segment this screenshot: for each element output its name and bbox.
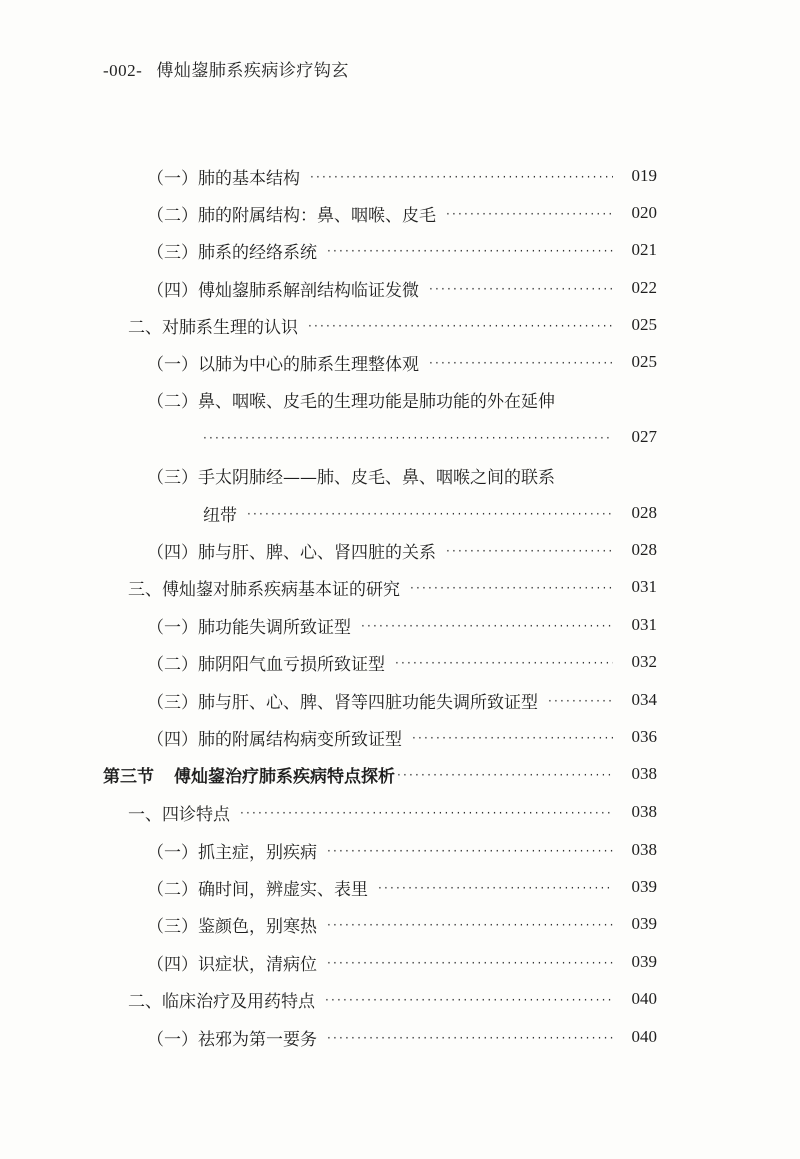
dot-leader: [325, 993, 613, 1007]
toc-entry[interactable]: [147, 722, 657, 752]
toc-entry[interactable]: [128, 572, 657, 602]
toc-entry[interactable]: [147, 647, 657, 677]
toc-entry-title: （三）肺系的经络系统: [147, 242, 317, 263]
toc-entry-page: 040: [631, 989, 657, 1008]
toc-entry-page: 038: [631, 840, 657, 859]
toc-entry[interactable]: [147, 198, 657, 228]
toc-entry-title: 三、傅灿鋆对肺系疾病基本证的研究: [128, 579, 400, 600]
toc-entry-title: （一）抓主症，别疾病: [147, 842, 317, 863]
toc-entry-page: 027: [631, 427, 657, 446]
toc-entry-title: （二）鼻、咽喉、皮毛的生理功能是肺功能的外在延伸: [147, 391, 555, 412]
toc-entry-page: 028: [631, 540, 657, 559]
book-title: 傅灿鋆肺系疾病诊疗钩玄: [156, 61, 349, 81]
toc-entry-title: （三）鉴颜色，别寒热: [147, 916, 317, 937]
toc-entry-page: 039: [631, 914, 657, 933]
toc-entry-title: 一、四诊特点: [128, 804, 230, 825]
toc-entry-page: 040: [631, 1027, 657, 1046]
dot-leader: [240, 806, 613, 820]
dot-leader: [310, 170, 613, 184]
toc-entry-page: 032: [631, 652, 657, 671]
dot-leader: [361, 619, 613, 633]
toc-entry[interactable]: [147, 161, 657, 191]
dot-leader: [412, 731, 613, 745]
toc-entry-page: 038: [631, 764, 657, 783]
toc-entry-title: 纽带: [203, 505, 237, 526]
toc-entry-title: （四）肺的附属结构病变所致证型: [147, 729, 402, 750]
dot-leader: [327, 956, 613, 970]
dot-leader: [429, 356, 613, 370]
toc-entry-title: （四）傅灿鋆肺系解剖结构临证发微: [147, 280, 419, 301]
toc-entry-title: （一）肺的基本结构: [147, 168, 300, 189]
toc-entry-page: 020: [631, 203, 657, 222]
dot-leader: [327, 844, 613, 858]
toc-entry[interactable]: [147, 347, 657, 377]
toc-entry-page: 031: [631, 577, 657, 596]
dot-leader: [429, 282, 613, 296]
toc-section-entry[interactable]: [103, 759, 657, 789]
toc-entry[interactable]: [128, 310, 657, 340]
toc-entry-title: 二、对肺系生理的认识: [128, 317, 298, 338]
toc-entry[interactable]: [147, 535, 657, 565]
toc-entry-page: 038: [631, 802, 657, 821]
toc-entry[interactable]: [147, 685, 657, 715]
toc-entry[interactable]: [147, 835, 657, 865]
toc-entry[interactable]: [147, 947, 657, 977]
dot-leader: [203, 431, 613, 445]
toc-entry-title: （二）肺阴阳气血亏损所致证型: [147, 654, 385, 675]
toc-entry[interactable]: [128, 984, 657, 1014]
toc-entry-continuation[interactable]: [203, 422, 657, 452]
toc-entry-page: 022: [631, 278, 657, 297]
toc-entry[interactable]: [147, 235, 657, 265]
toc-entry[interactable]: [147, 384, 657, 414]
dot-leader: [397, 768, 613, 782]
toc-entry[interactable]: [147, 872, 657, 902]
dot-leader: [308, 319, 613, 333]
toc-entry[interactable]: [147, 273, 657, 303]
toc-entry-title: 二、临床治疗及用药特点: [128, 991, 315, 1012]
toc-entry-page: 019: [631, 166, 657, 185]
toc-entry-title: （一）肺功能失调所致证型: [147, 617, 351, 638]
toc-entry[interactable]: [147, 460, 657, 490]
dot-leader: [378, 881, 613, 895]
toc-entry-title: 傅灿鋆治疗肺系疾病特点探析: [174, 766, 395, 787]
section-number: 第三节: [103, 766, 154, 787]
dot-leader: [247, 507, 613, 521]
toc-entry-page: 025: [631, 352, 657, 371]
dot-leader: [395, 656, 613, 670]
dot-leader: [327, 918, 613, 932]
toc-entry-page: 031: [631, 615, 657, 634]
toc-entry-title: （四）肺与肝、脾、心、肾四脏的关系: [147, 542, 436, 563]
toc-entry[interactable]: [147, 610, 657, 640]
toc-entry-page: 039: [631, 952, 657, 971]
dot-leader: [446, 207, 613, 221]
dot-leader: [446, 544, 613, 558]
toc-entry-page: 021: [631, 240, 657, 259]
toc-entry-title: （二）确时间，辨虚实、表里: [147, 879, 368, 900]
toc-entry-title: （一）以肺为中心的肺系生理整体观: [147, 354, 419, 375]
toc-entry-page: 039: [631, 877, 657, 896]
toc-entry[interactable]: [147, 909, 657, 939]
toc-entry-title: （二）肺的附属结构：鼻、咽喉、皮毛: [147, 205, 436, 226]
toc-entry[interactable]: [128, 797, 657, 827]
toc-entry-page: 034: [631, 690, 657, 709]
toc-entry-page: 028: [631, 503, 657, 522]
dot-leader: [327, 244, 613, 258]
toc-entry-page: 036: [631, 727, 657, 746]
toc-entry-title: （三）手太阴肺经——肺、皮毛、鼻、咽喉之间的联系: [147, 467, 555, 488]
toc-entry-title: （三）肺与肝、心、脾、肾等四脏功能失调所致证型: [147, 692, 538, 713]
toc-entry[interactable]: [147, 1022, 657, 1052]
toc-entry-page: 025: [631, 315, 657, 334]
page-number: -002-: [103, 61, 143, 80]
dot-leader: [410, 581, 613, 595]
toc-entry-title: （一）祛邪为第一要务: [147, 1029, 317, 1050]
toc-entry-title: （四）识症状，清病位: [147, 954, 317, 975]
toc-entry-continuation[interactable]: [203, 498, 657, 528]
dot-leader: [327, 1031, 613, 1045]
dot-leader: [548, 694, 613, 708]
